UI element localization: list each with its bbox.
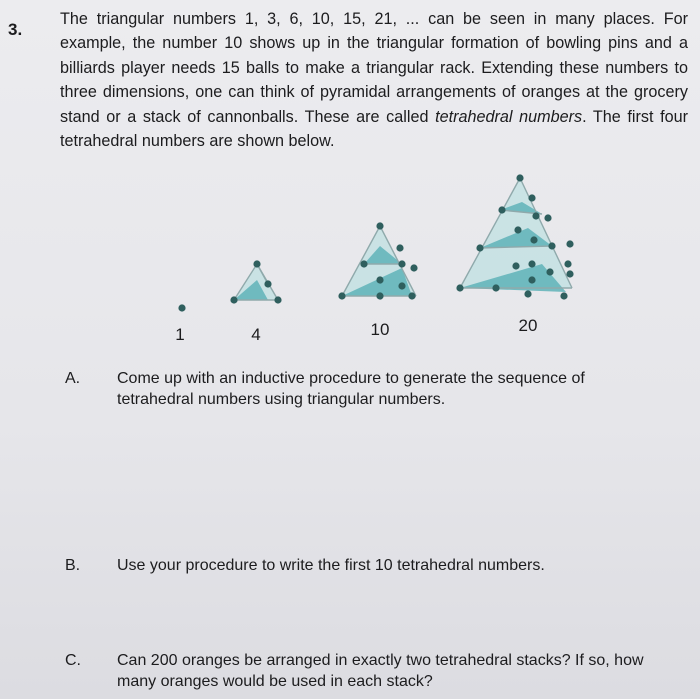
tetra-label-4: 4: [251, 325, 261, 344]
intro-text-2: . The first four tetrahedral numbers are shown below.: [60, 107, 689, 151]
tetra-20-node: [544, 214, 551, 221]
tetra-4-node: [274, 296, 281, 303]
tetra-4-node: [253, 260, 260, 267]
part-b-letter: B.: [65, 557, 81, 574]
tetra-20-node: [566, 270, 573, 277]
intro-term-tetrahedral: tetrahedral: [435, 107, 513, 126]
part-c-text: Can 200 oranges be arranged in exactly two tetrahedral stacks? If so, how many oranges would be used in each stack?: [117, 652, 644, 690]
tetra-20: [456, 174, 573, 299]
tetra-20-node: [516, 174, 523, 181]
tetra-4-node: [230, 296, 237, 303]
tetra-10-node: [410, 264, 417, 271]
part-a-text: Come up with an inductive procedure to generate the sequence of tetrahedral numbers using triangular numbers.: [117, 370, 585, 408]
tetra-20-node: [560, 292, 567, 299]
tetrahedral-diagram: [150, 168, 590, 348]
tetra-20-node: [514, 226, 521, 233]
tetra-1-node: [178, 304, 185, 311]
tetra-10-node: [398, 282, 405, 289]
tetra-20-node: [512, 262, 519, 269]
tetra-20-node: [532, 212, 539, 219]
question-number: 3.: [8, 20, 23, 39]
tetra-20-node: [492, 284, 499, 291]
tetra-20-node: [548, 242, 555, 249]
tetra-20-node: [528, 260, 535, 267]
tetra-10-node: [376, 222, 383, 229]
tetra-4: [230, 260, 281, 303]
intro-text-1: The triangular numbers 1, 3, 6, 10, 15, 21, ... can be seen in many places. For example, the number 10 shows up in the triangular formation of bowling pins and a billiards player needs 15 balls to make a triangular rack. Extending these numbers to three dimensions, one can think of pyramidal arrangements of oranges at the grocery stand or a stack of cannonballs. These are called: [60, 10, 688, 126]
tetra-20-node: [456, 284, 463, 291]
tetra-10-node: [376, 276, 383, 283]
tetra-10-node: [396, 244, 403, 251]
part-b-text: Use your procedure to write the first 10 tetrahedral numbers.: [117, 557, 545, 574]
tetra-label-1: 1: [175, 325, 185, 344]
tetra-4-node: [264, 280, 271, 287]
tetrahedral-figure: [150, 168, 590, 348]
part-a-letter: A.: [65, 370, 81, 387]
tetra-20-node: [566, 240, 573, 247]
question-intro: [60, 7, 688, 153]
tetra-20-node: [530, 236, 537, 243]
tetra-20-node: [476, 244, 483, 251]
tetra-20-node: [528, 194, 535, 201]
part-c-letter: C.: [65, 652, 81, 669]
tetra-10-node: [398, 260, 405, 267]
tetra-20-node: [498, 206, 505, 213]
tetra-20-node: [564, 260, 571, 267]
tetra-20-node: [546, 268, 553, 275]
tetra-20-node: [524, 290, 531, 297]
tetra-10-node: [338, 292, 345, 299]
tetra-label-20: 20: [518, 316, 538, 335]
tetra-20-node: [528, 276, 535, 283]
intro-term-numbers: numbers: [519, 107, 583, 126]
tetra-label-10: 10: [370, 320, 390, 339]
tetra-10-node: [376, 292, 383, 299]
tetra-10-node: [408, 292, 415, 299]
tetra-10: [338, 222, 417, 299]
tetra-10-node: [360, 260, 367, 267]
